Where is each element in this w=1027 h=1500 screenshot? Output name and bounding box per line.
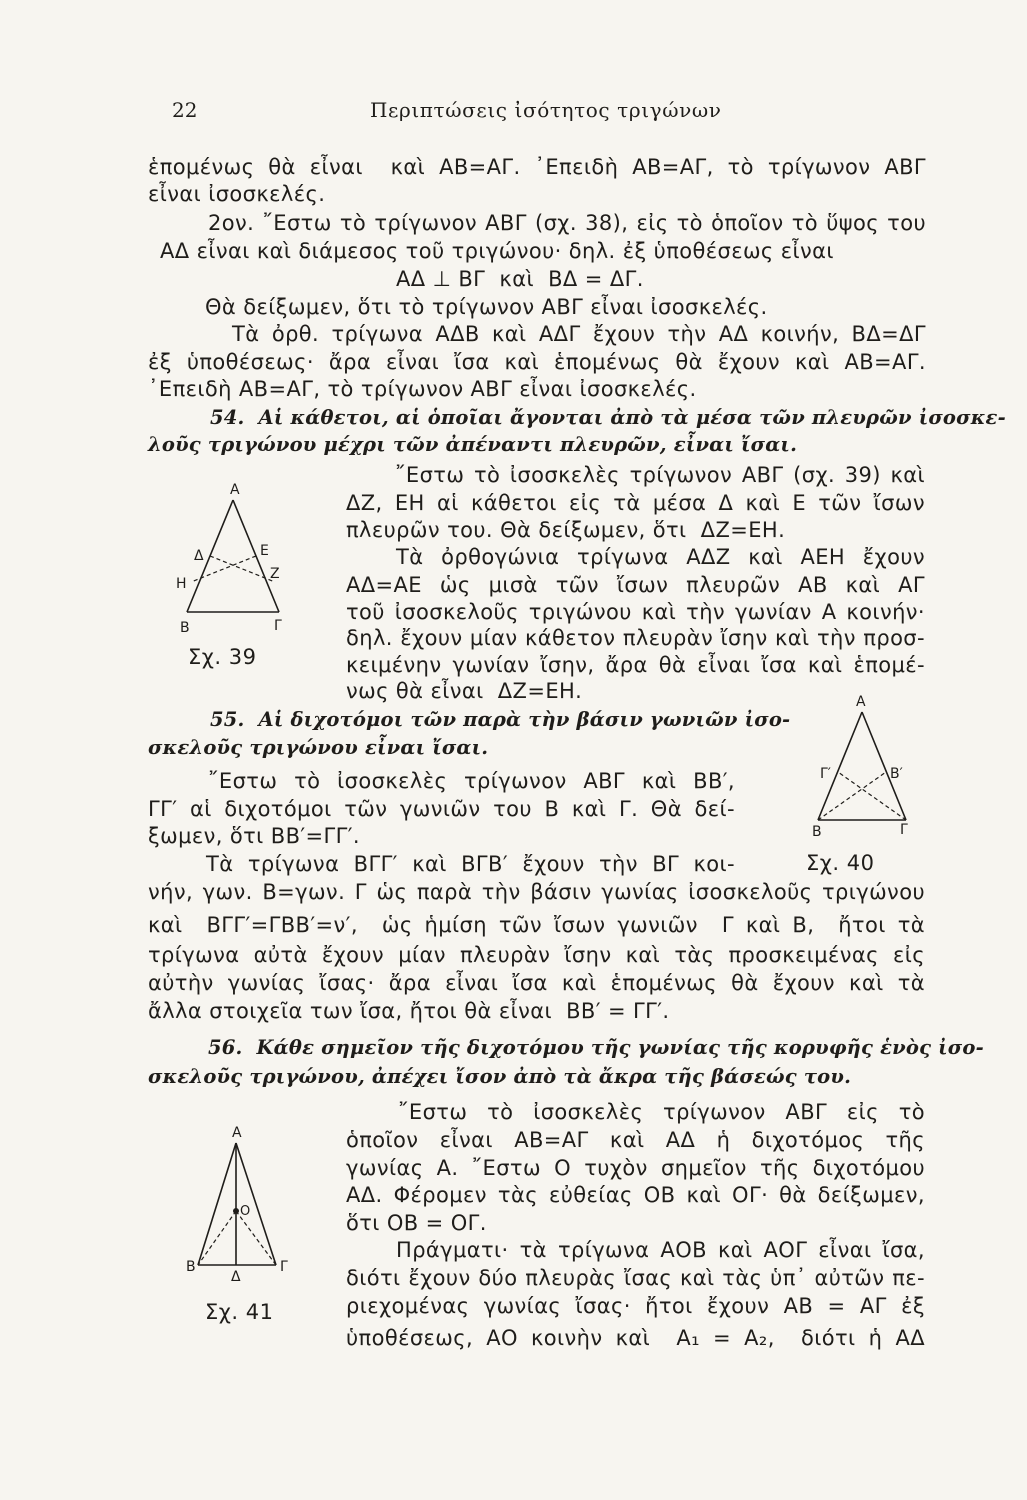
text-line: ΑΔ ⊥ ΒΓ καὶ ΒΔ = ΔΓ. [396,267,644,291]
label-Z: Ζ [270,566,280,582]
label-D: Δ [194,548,204,564]
label-B: Β [180,620,190,636]
text-line: κειμένην γωνίαν ἴσην, ἄρα θὰ εἶναι ἴσα καὶ ἑπομέ- [346,653,925,677]
label-G: Γ [280,1259,288,1275]
theorem-54-heading: 54. Αἱ κάθετοι, αἱ ὁποῖαι ἄγονται ἀπὸ τὰ μέσα τῶν πλευρῶν ἰσοσκε- [210,406,1006,429]
text-line: ὅτι ΟΒ = ΟΓ. [346,1211,487,1235]
text-line: ἐξ ὑποθέσεως· ἄρα εἶναι ἴσα καὶ ἑπομένως θὰ ἔχουν καὶ ΑΒ=ΑΓ. [148,350,926,374]
theorem-56-heading: 56. Κάθε σημεῖον τῆς διχοτόμου τῆς γωνίας τῆς κορυφῆς ἑνὸς ἰσο- [208,1036,984,1059]
text-line: ἄλλα στοιχεῖα των ἴσα, ἤτοι θὰ εἶναι ΒΒ′ = ΓΓ′. [148,999,670,1023]
figure-39 [160,478,300,640]
label-G-prime: Γ′ [820,766,831,782]
text-line: τοῦ ἰσοσκελοῦς τριγώνου καὶ τὴν γωνίαν Α κοινήν· [346,600,925,624]
label-B: Β [186,1259,196,1275]
label-B-prime: Β′ [890,766,903,782]
label-O: Ο [240,1204,251,1219]
label-G: Γ [274,618,282,634]
label-A: Α [856,694,866,710]
text-line: νήν, γων. Β=γων. Γ ὡς παρὰ τὴν βάσιν γωνίας ἰσοσκελοῦς τριγώνου [148,880,925,904]
text-line: Τὰ ὀρθογώνια τρίγωνα ΑΔΖ καὶ ΑΕΗ ἔχουν [396,545,925,569]
text-line: δηλ. ἔχουν μίαν κάθετον πλευρὰν ἴσην καὶ τὴν προσ- [346,626,925,650]
page-number: 22 [172,98,198,122]
figure-41 [180,1125,300,1285]
text-line: Τὰ ὀρθ. τρίγωνα ΑΔΒ καὶ ΑΔΓ ἔχουν τὴν ΑΔ κοινήν, ΒΔ=ΔΓ [232,322,926,346]
text-line: ῎Εστω τὸ ἰσοσκελὲς τρίγωνον ΑΒΓ καὶ ΒΒ′, [208,769,735,793]
text-line: ΔΖ, ΕΗ αἱ κάθετοι εἰς τὰ μέσα Δ καὶ Ε τῶν ἴσων [346,491,925,515]
label-A: Α [232,1125,242,1141]
label-B: Β [812,824,822,840]
label-E: Ε [260,543,269,559]
text-line: ΓΓ′ αἱ διχοτόμοι τῶν γωνιῶν του Β καὶ Γ. Θὰ δεί- [148,797,735,821]
theorem-55-heading: σκελοῦς τριγώνου εἶναι ἴσαι. [148,736,489,759]
label-H: Η [176,576,187,592]
text-line: ῎Εστω τὸ ἰσοσκελὲς τρίγωνον ΑΒΓ εἰς τὸ [398,1100,925,1124]
theorem-55-heading: 55. Αἱ διχοτόμοι τῶν παρὰ τὴν βάσιν γωνιῶν ἰσο- [210,708,791,731]
text-line: ᾿Επειδὴ ΑΒ=ΑΓ, τὸ τρίγωνον ΑΒΓ εἶναι ἰσοσκελές. [148,377,697,401]
figure-41-caption: Σχ. 41 [205,1300,274,1324]
figure-39-caption: Σχ. 39 [188,645,257,669]
text-line: καὶ ΒΓΓ′=ΓΒΒ′=ν′, ὡς ἡμίση τῶν ἴσων γωνιῶν Γ καὶ Β, ἤτοι τὰ [148,913,925,937]
text-line: τρίγωνα αὐτὰ ἔχουν μίαν πλευρὰν ἴσην καὶ τὰς προσκειμένας εἰς [148,943,925,967]
text-line: Τὰ τρίγωνα ΒΓΓ′ καὶ ΒΓΒ′ ἔχουν τὴν ΒΓ κοι- [206,852,735,876]
text-line: ΑΔ εἶναι καὶ διάμεσος τοῦ τριγώνου· δηλ. ἐξ ὑποθέσεως εἶναι [160,239,834,263]
text-line: ἑπομένως θὰ εἶναι καὶ ΑΒ=ΑΓ. ᾿Επειδὴ ΑΒ=ΑΓ, τὸ τρίγωνον ΑΒΓ [148,155,926,179]
theorem-54-heading: λοῦς τριγώνου μέχρι τῶν ἀπέναντι πλευρῶν, εἶναι ἴσαι. [148,433,798,456]
text-line: νως θὰ εἶναι ΔΖ=ΕΗ. [346,679,583,703]
text-line: αὐτὴν γωνίας ἴσας· ἄρα εἶναι ἴσα καὶ ἑπομένως θὰ ἔχουν καὶ τὰ [148,971,925,995]
label-A: Α [230,482,240,498]
label-G: Γ [900,822,908,838]
figure-40 [800,690,930,840]
figure-40-caption: Σχ. 40 [806,851,875,875]
text-line: εἶναι ἰσοσκελές. [148,182,326,206]
text-line: ΑΔ. Φέρομεν τὰς εὐθείας ΟΒ καὶ ΟΓ· θὰ δείξωμεν, [346,1183,925,1207]
text-line: ὁποῖον εἶναι ΑΒ=ΑΓ καὶ ΑΔ ἡ διχοτόμος τῆς [346,1128,925,1152]
text-line: ΑΔ=ΑΕ ὡς μισὰ τῶν ἴσων πλευρῶν ΑΒ καὶ ΑΓ [346,573,925,597]
text-line: ῎Εστω τὸ ἰσοσκελὲς τρίγωνον ΑΒΓ (σχ. 39) καὶ [395,463,925,487]
text-line: ριεχομένας γωνίας ἴσας· ἤτοι ἔχουν ΑΒ = ΑΓ ἐξ [346,1294,925,1318]
running-title: Περιπτώσεις ἰσότητος τριγώνων [370,98,722,122]
text-line: Πράγματι· τὰ τρίγωνα ΑΟΒ καὶ ΑΟΓ εἶναι ἴσα, [396,1238,925,1262]
text-line: Θὰ δείξωμεν, ὅτι τὸ τρίγωνον ΑΒΓ εἶναι ἰσοσκελές. [205,295,768,319]
text-line: 2ον. ῎Εστω τὸ τρίγωνον ΑΒΓ (σχ. 38), εἰς τὸ ὁποῖον τὸ ὕψος του [208,211,926,235]
label-D: Δ [231,1269,241,1285]
theorem-56-heading: σκελοῦς τριγώνου, ἀπέχει ἴσον ἀπὸ τὰ ἄκρα τῆς βάσεώς του. [148,1065,852,1088]
text-line: διότι ἔχουν δύο πλευρὰς ἴσας καὶ τὰς ὑπ᾿ αὐτῶν πε- [346,1266,925,1290]
text-line: πλευρῶν του. Θὰ δείξωμεν, ὅτι ΔΖ=ΕΗ. [346,518,786,542]
text-line: γωνίας Α. ῎Εστω Ο τυχὸν σημεῖον τῆς διχοτόμου [346,1156,925,1180]
text-line: ξωμεν, ὅτι ΒΒ′=ΓΓ′. [148,824,360,848]
text-line: ὑποθέσεως, ΑΟ κοινὴν καὶ Α₁ = Α₂, διότι ἡ ΑΔ [346,1326,925,1350]
